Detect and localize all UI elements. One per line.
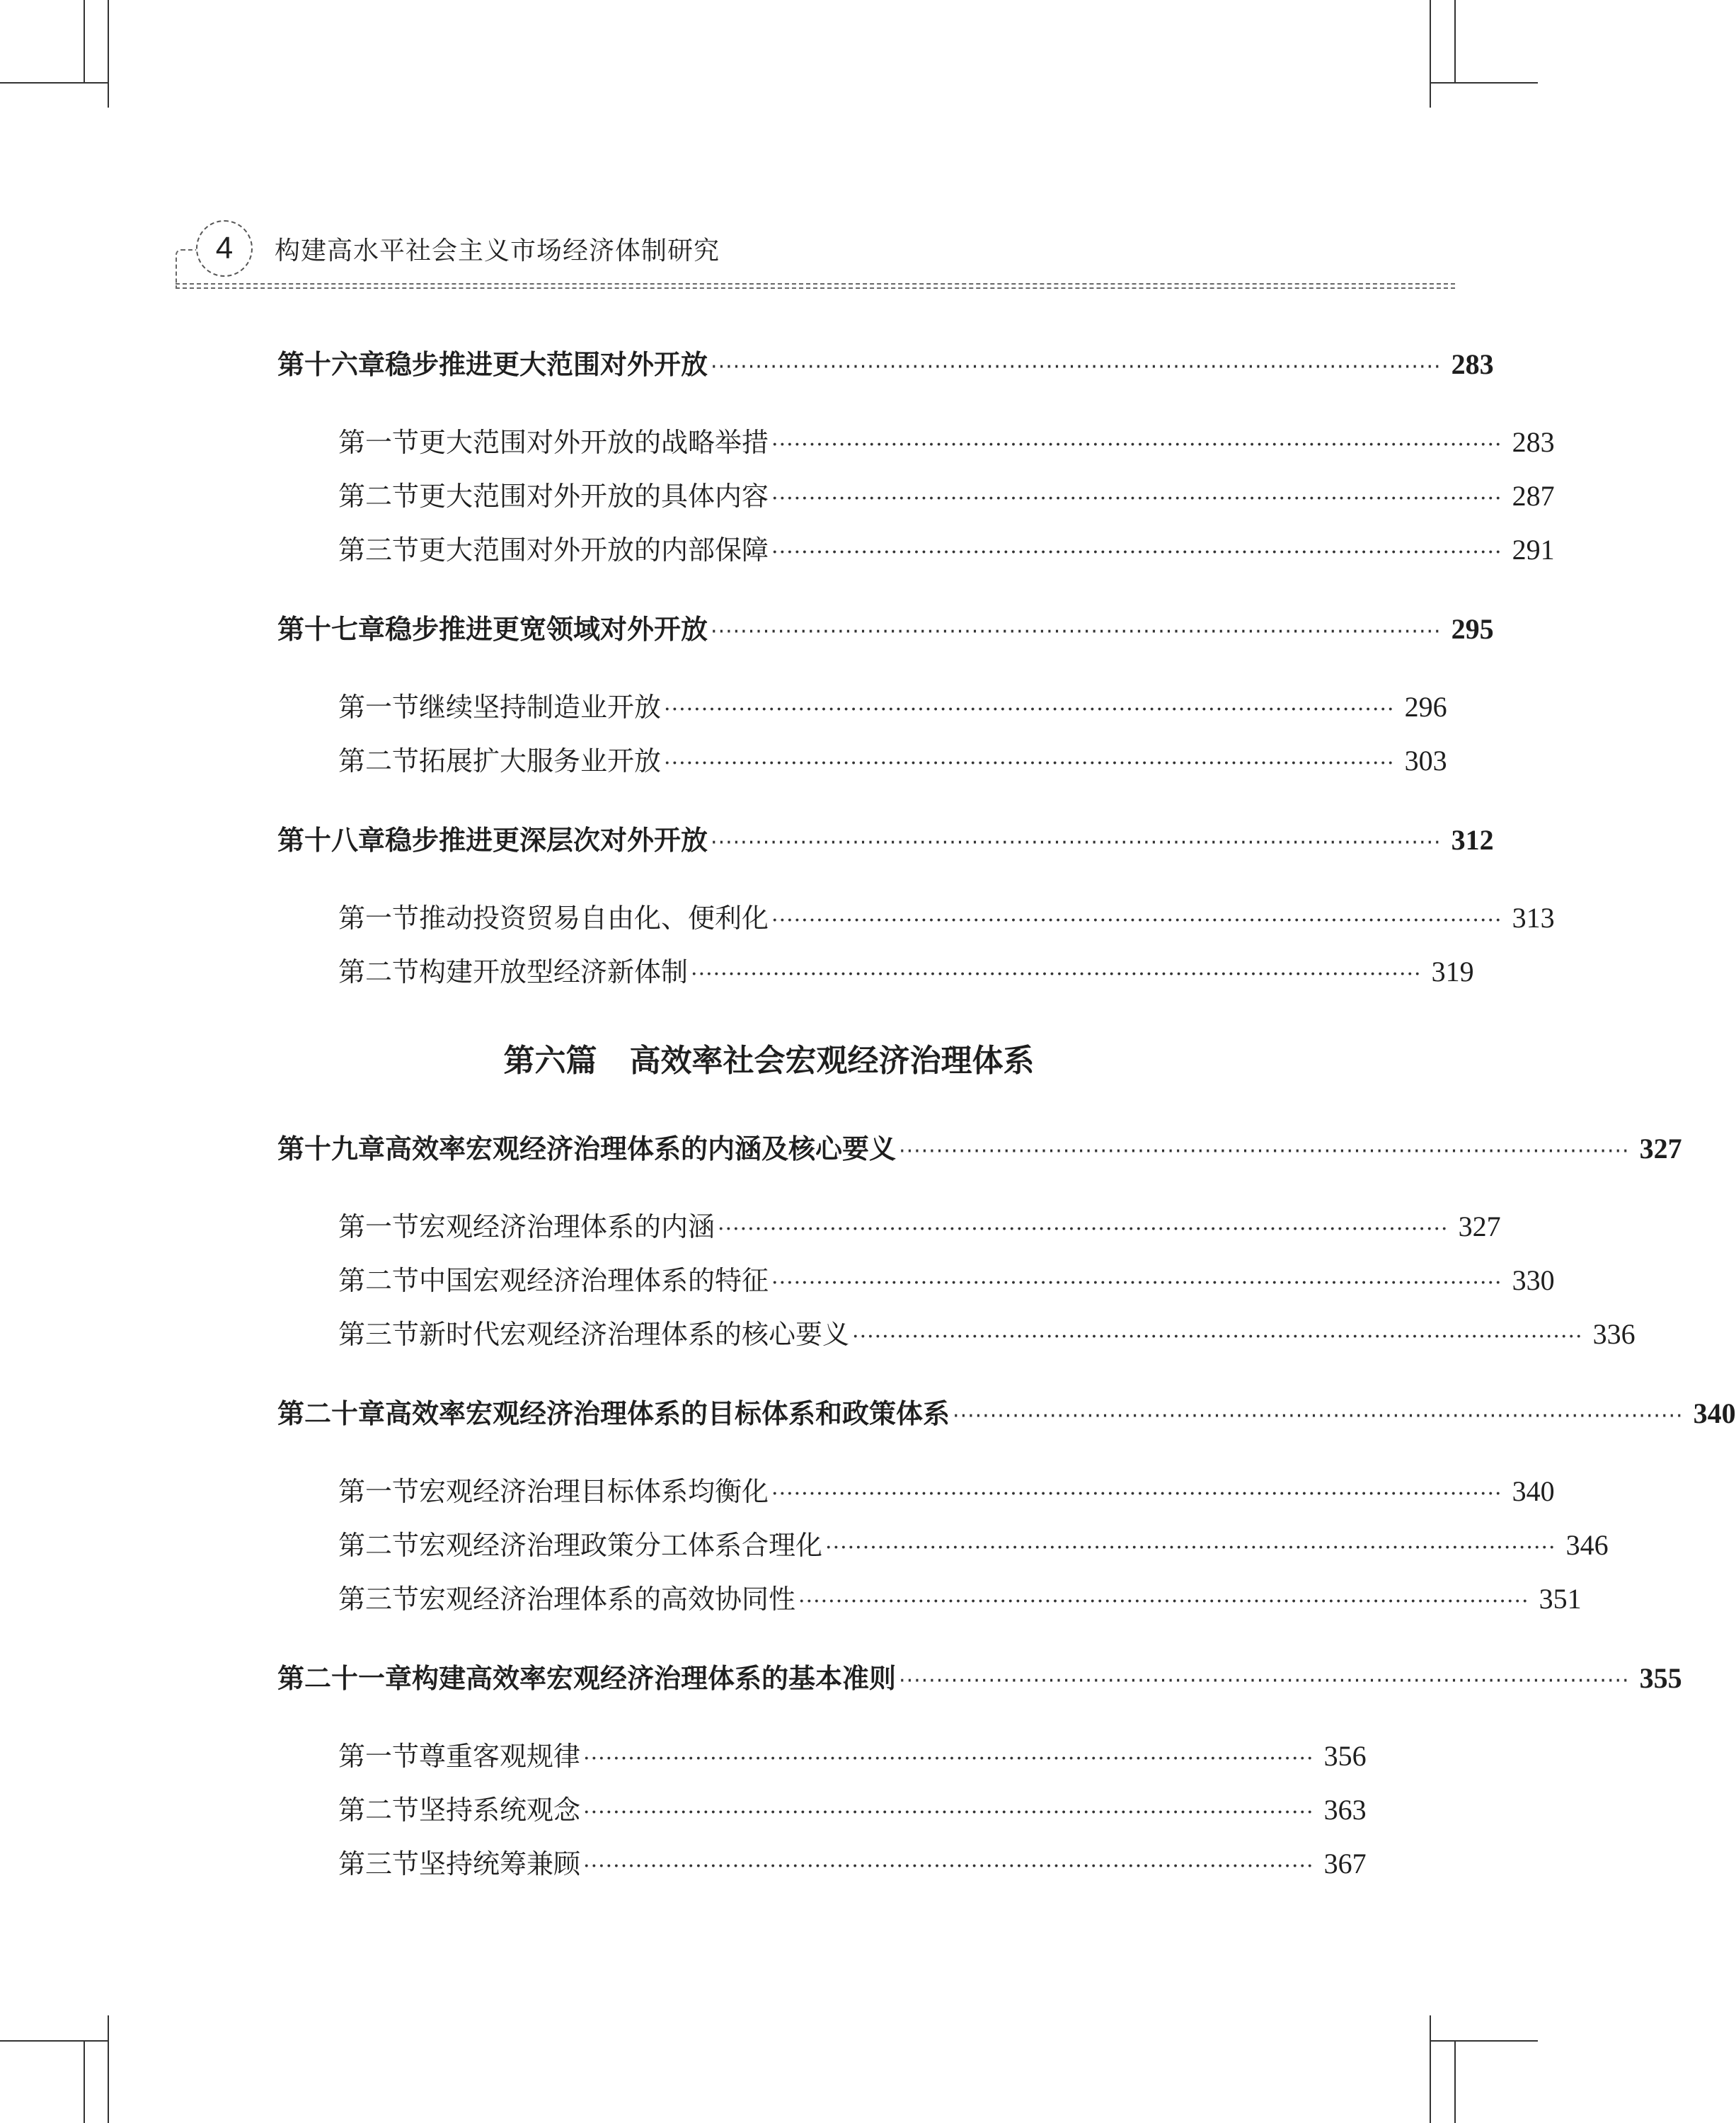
- section-label: 第二节: [338, 956, 420, 988]
- crop-mark: [1431, 2040, 1538, 2042]
- section-page: 313: [1512, 902, 1555, 934]
- dot-leader: ··································································································: [711, 830, 1442, 855]
- section-page: 340: [1512, 1475, 1555, 1507]
- section-page: 327: [1458, 1211, 1501, 1242]
- section-page: 351: [1539, 1583, 1582, 1615]
- section-label: 第二节: [338, 1530, 420, 1561]
- toc-chapter-18: [277, 818, 1494, 857]
- crop-mark: [84, 2042, 85, 2123]
- dot-leader: ··································································································: [798, 1589, 1529, 1614]
- section-title: 宏观经济治理政策分工体系合理化: [419, 1530, 823, 1561]
- dot-leader: ··································································································: [771, 486, 1502, 511]
- section-page: 336: [1592, 1318, 1636, 1350]
- dot-leader: ··································································································: [771, 540, 1502, 565]
- chapter-page: 312: [1451, 824, 1494, 856]
- dot-leader: ··································································································: [711, 619, 1442, 644]
- crop-mark: [1430, 0, 1431, 108]
- section-title: 拓展扩大服务业开放: [419, 745, 662, 777]
- crop-mark: [1430, 2015, 1431, 2123]
- section-title: 更大范围对外开放的战略举措: [419, 427, 769, 458]
- section-page: 296: [1404, 691, 1447, 723]
- dot-leader: ··································································································: [953, 1404, 1684, 1429]
- toc-chapter-16: [277, 343, 1494, 382]
- section-label: 第一节: [338, 692, 420, 723]
- toc-section: [338, 1577, 1582, 1616]
- chapter-label: 第二十章: [277, 1398, 386, 1429]
- dot-leader: ··································································································: [899, 1139, 1630, 1164]
- crop-mark: [108, 2015, 109, 2123]
- section-title: 宏观经济治理体系的内涵: [419, 1211, 715, 1242]
- toc-section: [338, 1842, 1367, 1881]
- chapter-page: 340: [1693, 1397, 1736, 1429]
- dot-leader: ··································································································: [583, 1746, 1314, 1771]
- chapter-label: 第二十一章: [277, 1663, 413, 1694]
- crop-mark: [1454, 2042, 1456, 2123]
- toc-section: [338, 1259, 1555, 1298]
- chapter-title: 高效率宏观经济治理体系的目标体系和政策体系: [385, 1398, 950, 1429]
- section-page: 346: [1565, 1529, 1609, 1561]
- section-label: 第二节: [338, 481, 420, 512]
- toc-section: [338, 739, 1447, 778]
- section-title: 构建开放型经济新体制: [419, 956, 689, 988]
- toc-section: [338, 1312, 1636, 1351]
- chapter-title: 稳步推进更宽领域对外开放: [385, 614, 708, 645]
- crop-mark: [1454, 0, 1456, 82]
- section-title: 宏观经济治理目标体系均衡化: [419, 1476, 769, 1507]
- header-rule: [176, 283, 1455, 289]
- toc-section: [338, 1734, 1367, 1773]
- dot-leader: ··································································································: [583, 1800, 1314, 1825]
- chapter-label: 第十八章: [277, 825, 386, 856]
- part-heading: [0, 1035, 1538, 1080]
- dot-leader: ··································································································: [711, 355, 1442, 379]
- dot-leader: ··································································································: [664, 751, 1395, 776]
- chapter-title: 稳步推进更大范围对外开放: [385, 349, 708, 380]
- section-page: 330: [1512, 1264, 1555, 1296]
- chapter-title: 构建高效率宏观经济治理体系的基本准则: [412, 1663, 897, 1694]
- toc-chapter-21: [277, 1656, 1682, 1695]
- section-label: 第二节: [338, 1795, 420, 1826]
- crop-mark: [84, 0, 85, 82]
- section-page: 363: [1323, 1794, 1367, 1826]
- dot-leader: ··································································································: [771, 433, 1502, 457]
- dot-leader: ··································································································: [691, 962, 1422, 987]
- dot-leader: ··································································································: [664, 697, 1395, 722]
- section-label: 第一节: [338, 427, 420, 458]
- section-title: 推动投资贸易自由化、便利化: [419, 903, 769, 934]
- toc-section: [338, 1470, 1555, 1509]
- toc-section: [338, 1788, 1367, 1827]
- section-label: 第三节: [338, 1319, 420, 1350]
- chapter-page: 327: [1639, 1133, 1682, 1164]
- toc-section: [338, 420, 1555, 459]
- section-page: 367: [1323, 1848, 1367, 1879]
- page-number: 4: [215, 231, 234, 265]
- section-page: 283: [1512, 426, 1555, 458]
- chapter-page: 283: [1451, 348, 1494, 380]
- dot-leader: ··································································································: [718, 1217, 1449, 1242]
- section-title: 坚持系统观念: [419, 1795, 581, 1826]
- section-label: 第二节: [338, 1265, 420, 1296]
- section-label: 第三节: [338, 534, 420, 566]
- section-page: 287: [1512, 480, 1555, 512]
- running-header-title: 构建高水平社会主义市场经济体制研究: [275, 236, 720, 265]
- section-label: 第一节: [338, 1476, 420, 1507]
- section-title: 更大范围对外开放的具体内容: [419, 481, 769, 512]
- section-title: 坚持统筹兼顾: [419, 1848, 581, 1879]
- toc-section: [338, 950, 1474, 989]
- chapter-title: 稳步推进更深层次对外开放: [385, 825, 708, 856]
- chapter-title: 高效率宏观经济治理体系的内涵及核心要义: [385, 1133, 897, 1164]
- section-title: 更大范围对外开放的内部保障: [419, 534, 769, 566]
- chapter-label: 第十七章: [277, 614, 386, 645]
- dot-leader: ··································································································: [771, 908, 1502, 933]
- dot-leader: ··································································································: [899, 1669, 1630, 1693]
- section-label: 第一节: [338, 903, 420, 934]
- chapter-page: 295: [1451, 613, 1494, 645]
- section-page: 319: [1431, 956, 1474, 988]
- dot-leader: ··································································································: [852, 1324, 1583, 1349]
- toc-chapter-20: [277, 1392, 1736, 1431]
- section-title: 继续坚持制造业开放: [419, 692, 662, 723]
- chapter-label: 第十六章: [277, 349, 386, 380]
- crop-mark: [0, 2040, 108, 2042]
- page-number-badge: [196, 220, 253, 277]
- section-label: 第一节: [338, 1741, 420, 1772]
- chapter-label: 第十九章: [277, 1133, 386, 1164]
- chapter-page: 355: [1639, 1662, 1682, 1694]
- toc-section: [338, 1523, 1609, 1562]
- dot-leader: ··································································································: [583, 1854, 1314, 1879]
- crop-mark: [1431, 82, 1538, 84]
- toc-chapter-17: [277, 607, 1494, 646]
- crop-mark: [0, 82, 108, 84]
- toc-section: [338, 1205, 1501, 1244]
- dot-leader: ··································································································: [771, 1482, 1502, 1506]
- section-title: 新时代宏观经济治理体系的核心要义: [419, 1319, 850, 1350]
- section-title: 中国宏观经济治理体系的特征: [419, 1265, 769, 1296]
- section-page: 303: [1404, 745, 1447, 777]
- dot-leader: ··································································································: [825, 1535, 1556, 1560]
- toc-section: [338, 896, 1555, 935]
- dot-leader: ··································································································: [771, 1271, 1502, 1295]
- section-label: 第三节: [338, 1848, 420, 1879]
- part-label: 第六篇: [503, 1043, 597, 1079]
- toc-section: [338, 528, 1555, 567]
- toc-section: [338, 685, 1447, 724]
- part-title: 高效率社会宏观经济治理体系: [629, 1043, 1035, 1079]
- toc-section: [338, 474, 1555, 513]
- section-page: 356: [1323, 1740, 1367, 1772]
- section-title: 尊重客观规律: [419, 1741, 581, 1772]
- section-title: 宏观经济治理体系的高效协同性: [419, 1584, 796, 1615]
- section-label: 第一节: [338, 1211, 420, 1242]
- crop-mark: [108, 0, 109, 108]
- section-page: 291: [1512, 534, 1555, 566]
- toc-chapter-19: [277, 1127, 1682, 1166]
- section-label: 第三节: [338, 1584, 420, 1615]
- section-label: 第二节: [338, 745, 420, 777]
